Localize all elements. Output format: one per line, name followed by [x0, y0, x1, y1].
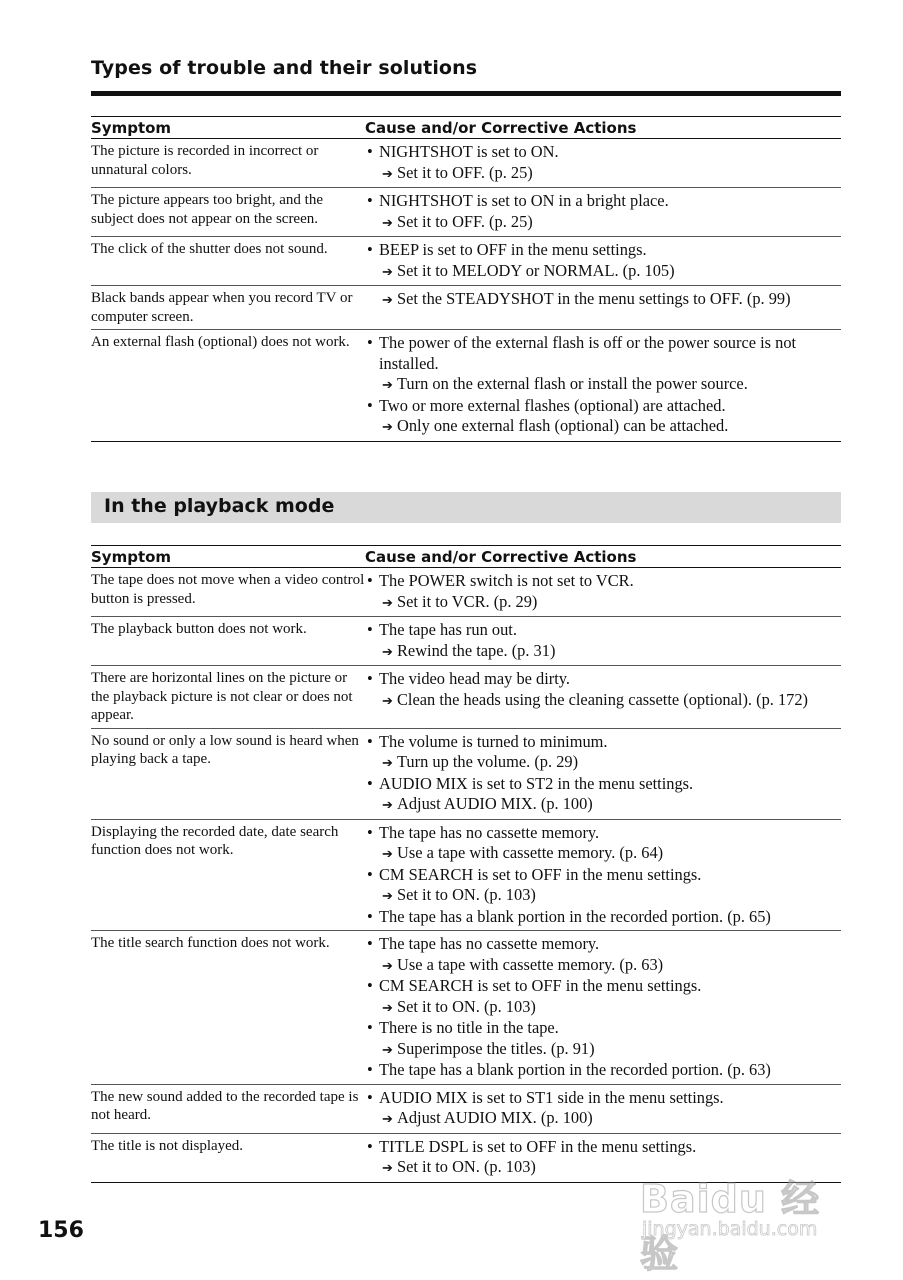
- table-row: [91, 286, 841, 330]
- cause-item: [365, 907, 841, 928]
- symptom-cell: The new sound added to the recorded tape is not heard.: [91, 1084, 365, 1133]
- line-text: The tape has no cassette memory.: [379, 822, 600, 842]
- line-text: Set it to OFF. (p. 25): [397, 162, 533, 182]
- bullet-icon: •: [367, 822, 373, 842]
- line-text: NIGHTSHOT is set to ON.: [379, 142, 559, 161]
- section-heading: In the playback mode: [104, 495, 335, 517]
- symptom-header: Symptom: [91, 117, 365, 139]
- arrow-icon: ➔: [382, 1111, 393, 1126]
- cause-cell: [365, 568, 841, 617]
- corrective-action: [365, 997, 841, 1019]
- cause-item: [365, 1137, 841, 1158]
- cause-item: [365, 669, 841, 690]
- line-text: The volume is turned to minimum.: [379, 731, 608, 751]
- line-text: Adjust AUDIO MIX. (p. 100): [397, 1108, 593, 1127]
- cause-cell: [365, 617, 841, 666]
- line-text: BEEP is set to OFF in the menu settings.: [379, 240, 647, 259]
- line-text: Use a tape with cassette memory. (p. 64): [397, 843, 664, 862]
- corrective-action: [365, 416, 841, 438]
- cause-item: [365, 1060, 841, 1081]
- line-text: The video head may be dirty.: [379, 669, 571, 688]
- bullet-icon: •: [367, 333, 373, 352]
- line-text: The power of the external flash is off or the power source is not installed.: [379, 333, 797, 373]
- watermark: [640, 1168, 855, 1276]
- bullet-icon: •: [367, 669, 373, 688]
- table-header-row: [91, 546, 841, 568]
- recording-trouble-table: [91, 116, 841, 442]
- line-text: Rewind the tape. (p. 31): [397, 640, 556, 660]
- corrective-action: [365, 261, 841, 283]
- corrective-action: [365, 212, 841, 234]
- symptom-cell: The title search function does not work.: [91, 931, 365, 1085]
- line-text: Set it to OFF. (p. 25): [397, 211, 533, 231]
- table-row: [91, 188, 841, 237]
- cause-cell: [365, 188, 841, 237]
- section-heading-bar: [91, 492, 841, 523]
- line-text: Set it to ON. (p. 103): [397, 996, 536, 1016]
- table-row: [91, 568, 841, 617]
- watermark-brand: Baidu 经验: [640, 1177, 821, 1276]
- line-text: Only one external flash (optional) can be attached.: [397, 416, 729, 435]
- corrective-action: [365, 794, 841, 816]
- cause-item: [365, 823, 841, 844]
- bullet-icon: •: [367, 1018, 373, 1037]
- corrective-action: [365, 641, 841, 663]
- arrow-icon: ➔: [382, 292, 393, 307]
- corrective-action: [365, 690, 841, 712]
- bullet-icon: •: [367, 1136, 373, 1156]
- cause-item: [365, 620, 841, 641]
- cause-item: [365, 396, 841, 417]
- arrow-icon: ➔: [382, 797, 393, 812]
- arrow-icon: ➔: [382, 846, 393, 861]
- watermark-url: jingyan.baidu.com: [642, 1218, 818, 1240]
- cause-item: [365, 333, 841, 374]
- cause-item: [365, 191, 841, 212]
- line-text: Set it to VCR. (p. 29): [397, 591, 538, 611]
- arrow-icon: ➔: [382, 594, 393, 610]
- table-row: [91, 666, 841, 729]
- line-text: TITLE DSPL is set to OFF in the menu settings.: [379, 1136, 697, 1156]
- corrective-action: [365, 163, 841, 185]
- symptom-cell: There are horizontal lines on the picture or the playback picture is not clear or does not appear.: [91, 666, 365, 729]
- corrective-action: [365, 289, 841, 311]
- cause-item: [365, 571, 841, 592]
- arrow-icon: ➔: [382, 692, 393, 708]
- symptom-cell: The title is not displayed.: [91, 1133, 365, 1182]
- line-text: Clean the heads using the cleaning cassette (optional). (p. 172): [397, 689, 809, 709]
- bullet-icon: •: [367, 1060, 373, 1079]
- line-text: Set the STEADYSHOT in the menu settings to OFF. (p. 99): [397, 289, 791, 308]
- symptom-header: Symptom: [91, 546, 365, 568]
- line-text: Superimpose the titles. (p. 91): [397, 1038, 595, 1058]
- arrow-icon: ➔: [382, 263, 393, 279]
- cause-cell: [365, 286, 841, 330]
- title-rule: [91, 91, 841, 96]
- bullet-icon: •: [367, 240, 373, 259]
- cause-item: [365, 1018, 841, 1039]
- table-row: [91, 237, 841, 286]
- line-text: AUDIO MIX is set to ST1 side in the menu settings.: [379, 1087, 724, 1107]
- line-text: Two or more external flashes (optional) are attached.: [379, 395, 726, 415]
- corrective-action: [365, 374, 841, 396]
- bullet-icon: •: [367, 864, 373, 884]
- line-text: The tape has a blank portion in the recorded portion. (p. 65): [379, 906, 771, 926]
- line-text: Turn on the external flash or install the power source.: [397, 374, 748, 393]
- page-title: Types of trouble and their solutions: [91, 57, 478, 79]
- cause-item: [365, 865, 841, 886]
- symptom-cell: The picture is recorded in incorrect or unnatural colors.: [91, 139, 365, 188]
- table-row: [91, 1084, 841, 1133]
- cause-item: [365, 240, 841, 261]
- bullet-icon: •: [367, 620, 373, 639]
- arrow-icon: ➔: [382, 214, 393, 230]
- arrow-icon: ➔: [382, 165, 393, 181]
- bullet-icon: •: [367, 934, 373, 953]
- cause-item: [365, 142, 841, 163]
- line-text: The tape has no cassette memory.: [379, 934, 600, 953]
- corrective-action: [365, 843, 841, 865]
- line-text: The tape has run out.: [379, 620, 517, 639]
- table-row: [91, 330, 841, 442]
- table-header-row: [91, 117, 841, 139]
- cause-header: Cause and/or Corrective Actions: [365, 546, 841, 568]
- arrow-icon: ➔: [382, 957, 393, 973]
- bullet-icon: •: [367, 142, 373, 161]
- line-text: Turn up the volume. (p. 29): [397, 752, 579, 771]
- symptom-cell: No sound or only a low sound is heard when playing back a tape.: [91, 728, 365, 819]
- line-text: Set it to MELODY or NORMAL. (p. 105): [397, 260, 675, 280]
- cause-cell: [365, 330, 841, 442]
- arrow-icon: ➔: [382, 888, 393, 903]
- cause-header: Cause and/or Corrective Actions: [365, 117, 841, 139]
- arrow-icon: ➔: [382, 377, 393, 392]
- line-text: CM SEARCH is set to OFF in the menu settings.: [379, 976, 702, 995]
- line-text: Use a tape with cassette memory. (p. 63): [397, 954, 664, 974]
- arrow-icon: ➔: [382, 755, 393, 770]
- table-row: [91, 617, 841, 666]
- corrective-action: [365, 592, 841, 614]
- cause-cell: [365, 237, 841, 286]
- line-text: The tape has a blank portion in the recorded portion. (p. 63): [379, 1060, 771, 1079]
- table-row: [91, 819, 841, 931]
- line-text: Set it to ON. (p. 103): [397, 885, 536, 904]
- cause-item: [365, 976, 841, 997]
- arrow-icon: ➔: [382, 999, 393, 1015]
- bullet-icon: •: [367, 773, 373, 793]
- arrow-icon: ➔: [382, 1160, 393, 1175]
- line-text: There is no title in the tape.: [379, 1018, 559, 1037]
- cause-cell: [365, 931, 841, 1085]
- cause-cell: [365, 819, 841, 931]
- line-text: Set it to ON. (p. 103): [397, 1157, 536, 1176]
- table-row: [91, 139, 841, 188]
- bullet-icon: •: [367, 571, 373, 590]
- symptom-cell: The click of the shutter does not sound.: [91, 237, 365, 286]
- cause-cell: [365, 728, 841, 819]
- corrective-action: [365, 1108, 841, 1130]
- symptom-cell: Displaying the recorded date, date search function does not work.: [91, 819, 365, 931]
- cause-item: [365, 1088, 841, 1109]
- bullet-icon: •: [367, 191, 373, 210]
- corrective-action: [365, 752, 841, 774]
- arrow-icon: ➔: [382, 1041, 393, 1057]
- cause-item: [365, 774, 841, 795]
- cause-item: [365, 732, 841, 753]
- line-text: The POWER switch is not set to VCR.: [379, 571, 634, 590]
- arrow-icon: ➔: [382, 419, 393, 434]
- symptom-cell: An external flash (optional) does not work.: [91, 330, 365, 442]
- symptom-cell: The tape does not move when a video control button is pressed.: [91, 568, 365, 617]
- arrow-icon: ➔: [382, 643, 393, 659]
- symptom-cell: The playback button does not work.: [91, 617, 365, 666]
- corrective-action: [365, 1039, 841, 1061]
- table-row: [91, 728, 841, 819]
- bullet-icon: •: [367, 976, 373, 995]
- line-text: AUDIO MIX is set to ST2 in the menu settings.: [379, 773, 694, 793]
- symptom-cell: Black bands appear when you record TV or computer screen.: [91, 286, 365, 330]
- bullet-icon: •: [367, 395, 373, 415]
- bullet-icon: •: [367, 906, 373, 926]
- cause-cell: [365, 139, 841, 188]
- line-text: NIGHTSHOT is set to ON in a bright place.: [379, 191, 669, 210]
- line-text: Adjust AUDIO MIX. (p. 100): [397, 794, 593, 813]
- cause-cell: [365, 1084, 841, 1133]
- cause-cell: [365, 666, 841, 729]
- playback-trouble-table: [91, 545, 841, 1183]
- bullet-icon: •: [367, 1087, 373, 1107]
- table-row: [91, 931, 841, 1085]
- symptom-cell: The picture appears too bright, and the subject does not appear on the screen.: [91, 188, 365, 237]
- cause-item: [365, 934, 841, 955]
- corrective-action: [365, 955, 841, 977]
- page-number: 156: [38, 1218, 84, 1243]
- bullet-icon: •: [367, 731, 373, 751]
- corrective-action: [365, 885, 841, 907]
- line-text: CM SEARCH is set to OFF in the menu settings.: [379, 864, 702, 884]
